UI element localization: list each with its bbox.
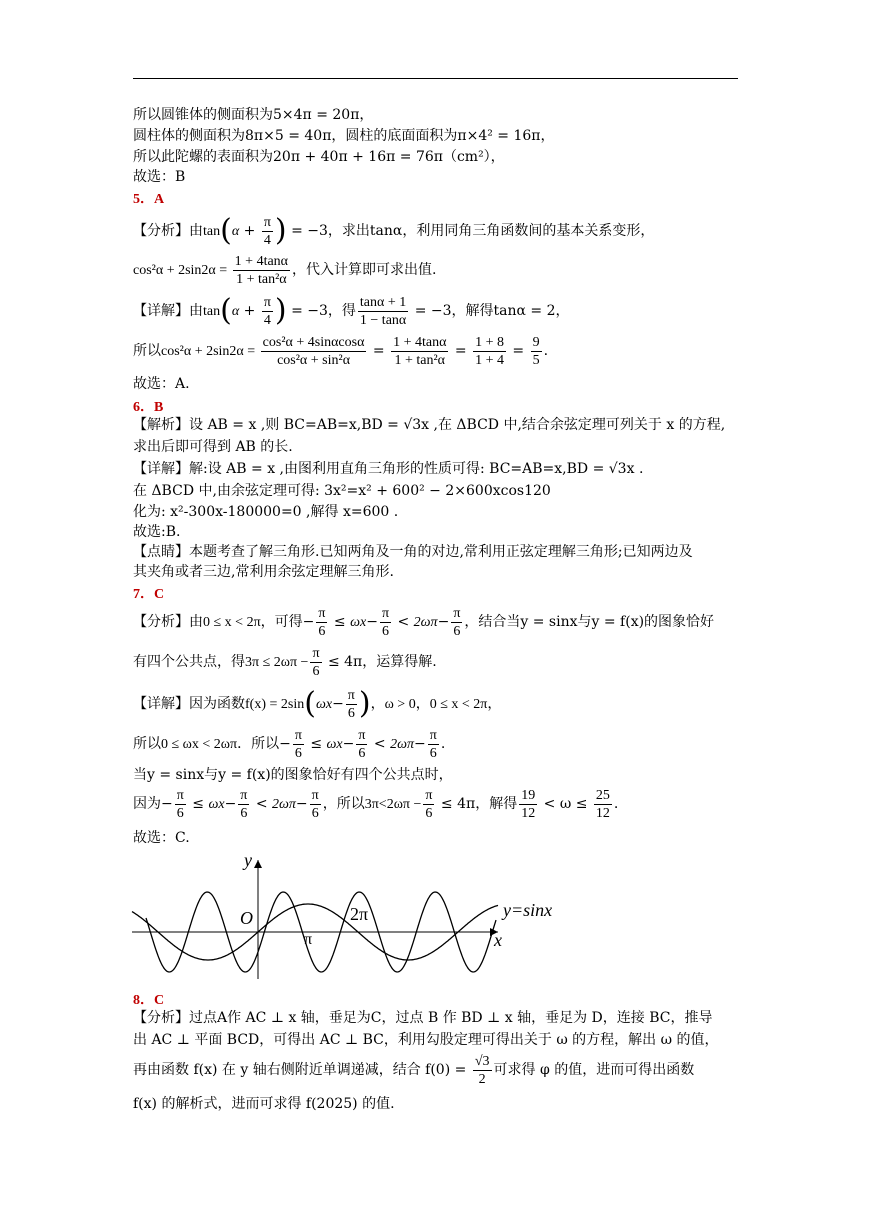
q8-line-2: 出 AC ⊥ 平面 BCD，可得出 AC ⊥ BC，利用勾股定理可得出关于 ω 的方程，解出 ω 的值，	[133, 1032, 719, 1048]
le: ≤	[305, 736, 327, 752]
q6-line-6: 故选:B.	[133, 524, 181, 540]
den: 6	[358, 745, 366, 761]
text: 由	[189, 303, 203, 319]
analysis-tag: 【分析】	[133, 223, 189, 239]
lt: <	[369, 736, 391, 752]
calc-prefix: 所以cos²α + 2sin2α =	[133, 344, 259, 359]
q7-detail-line-3: 当y = sinx与y = f(x)的图象恰好有四个公共点时，	[133, 767, 453, 783]
q6-line-5: 化为: x²-300x-180000=0 ,解得 x=600 .	[133, 504, 399, 520]
num: π	[429, 727, 437, 743]
den: 2	[478, 1071, 486, 1087]
text: 可求得 φ 的值，进而可得出函数	[493, 1062, 695, 1078]
num: 1 + 4tanα	[234, 253, 289, 269]
pi-label: π	[304, 931, 313, 948]
den: 4	[263, 232, 271, 248]
q7-detail-line-2	[133, 726, 445, 763]
q6-line-2: 求出后即可得到 AB 的长.	[133, 439, 293, 455]
paren-close: )	[358, 686, 371, 721]
pi-over-6	[310, 645, 321, 680]
den: 5	[532, 352, 540, 368]
minus: −	[224, 796, 237, 812]
q6-heading: 6．B	[133, 400, 164, 415]
num: 1 + 8	[475, 334, 504, 350]
lt: <	[251, 796, 273, 812]
num: π	[263, 294, 271, 310]
q5-formula-line	[133, 252, 436, 289]
num: 19	[521, 787, 536, 803]
den: 12	[595, 805, 610, 821]
minus: −	[332, 696, 344, 712]
intro-line-3: 所以此陀螺的表面积为20π + 40π + 16π = 76π（cm²），	[133, 149, 505, 165]
eq: =	[368, 343, 390, 359]
den: 1 − tanα	[359, 312, 407, 328]
pi-over-6	[310, 787, 321, 822]
detail-tag: 【详解】	[133, 303, 189, 319]
pi-over-6	[238, 787, 249, 822]
le: ≤	[187, 796, 209, 812]
den: 6	[381, 623, 389, 639]
den: 6	[347, 705, 355, 721]
formula-tail: ，代入计算即可求出值.	[292, 262, 437, 278]
pi-over-6	[293, 727, 304, 762]
num: tanα + 1	[359, 294, 407, 310]
period: .	[613, 796, 619, 812]
num: π	[381, 605, 390, 621]
den: 6	[453, 623, 461, 639]
intro-line-2: 圆柱体的侧面积为8π×5 = 40π，圆柱的底面面积为π×4² = 16π，	[133, 128, 555, 144]
num: π	[358, 727, 366, 743]
den: 1 + tan²α	[394, 352, 446, 368]
text: ，所以3π<2ωπ −	[322, 797, 422, 812]
omega-x: ωx	[208, 797, 225, 812]
num: π	[318, 605, 326, 621]
num: π	[294, 727, 302, 743]
lt: <	[393, 614, 414, 630]
num: 25	[595, 787, 610, 803]
period: .	[543, 343, 549, 359]
den: cos²α + sin²α	[277, 352, 351, 368]
plus: +	[239, 303, 260, 319]
num: 1 + 4tanα	[393, 334, 447, 350]
num: 9	[532, 334, 540, 350]
q6-line-1: 【解析】设 AB = x ,则 BC=AB=x,BD = √3x ,在 ΔBCD 中,结合余弦定理可列关于 x 的方程,	[133, 417, 726, 433]
q7-detail-line-1	[133, 686, 501, 723]
num: cos²α + 4sinαcosα	[262, 334, 365, 350]
omega-pi: 2ωπ	[272, 797, 296, 812]
text: ，结合当y = sinx与y = f(x)的图象恰好	[464, 614, 715, 630]
tan-frac	[358, 294, 408, 329]
pi-over-6	[175, 787, 186, 822]
num: π	[311, 787, 319, 803]
period: .	[440, 736, 446, 752]
q5-detail-line	[133, 293, 570, 330]
paren-open: (	[220, 293, 232, 328]
paren-close: )	[274, 293, 287, 328]
text: ≤ 4π，解得	[436, 796, 518, 812]
omega-x: ωx	[326, 737, 343, 752]
den: 6	[294, 745, 302, 761]
formula-frac	[233, 253, 290, 288]
eq: =	[507, 343, 529, 359]
q6-line-4: 在 ΔBCD 中,由余弦定理可得: 3x²=x² + 600² − 2×600xcos120	[133, 483, 551, 499]
num: π	[347, 687, 355, 703]
eq: =	[450, 343, 472, 359]
minus: −	[437, 614, 450, 630]
two-pi-label: 2π	[350, 904, 369, 924]
q5-answer: 故选：A.	[133, 376, 190, 392]
q7-heading: 7．C	[133, 587, 165, 602]
q7-answer: 故选：C.	[133, 830, 190, 846]
den: 1 + tan²α	[236, 271, 287, 287]
den: 12	[521, 805, 536, 821]
q7-analysis-line-1	[133, 604, 714, 641]
omega-x: ωx	[350, 615, 367, 630]
q6-line-7: 【点睛】本题考查了解三角形.已知两角及一角的对边,常利用正弦定理解三角形;已知两边及	[133, 544, 693, 560]
pi-over-6	[423, 787, 434, 822]
den: 6	[425, 805, 433, 821]
den: 6	[240, 805, 248, 821]
sqrt3-over-2	[473, 1053, 492, 1088]
num: π	[425, 787, 433, 803]
q5-calc-line	[133, 333, 548, 370]
num: √3	[474, 1053, 490, 1069]
formula-lhs: cos²α + 2sin2α =	[133, 263, 231, 278]
text: ，ω > 0，0 ≤ x < 2π，	[370, 697, 502, 712]
text: 所以0 ≤ ωx < 2ωπ．所以	[133, 737, 280, 752]
minus: −	[161, 796, 173, 812]
paren-open: (	[220, 213, 232, 248]
q8-line-1: 【分析】过点A作 AC ⊥ x 轴，垂足为C，过点 B 作 BD ⊥ x 轴，垂足为 D，连接 BC，推导	[133, 1010, 713, 1026]
calc-frac-3	[473, 334, 506, 369]
den: 6	[429, 745, 437, 761]
text: ≤ 4π，运算得解.	[323, 654, 437, 670]
q6-line-8: 其夹角或者三边,常利用余弦定理解三角形.	[133, 564, 394, 580]
q7-analysis-line-2	[133, 644, 437, 681]
sine-graph	[130, 848, 570, 980]
minus: −	[279, 736, 291, 752]
y-axis-arrow	[254, 860, 262, 868]
tan-fn: tan	[203, 304, 221, 319]
text: 再由函数 f(x) 在 y 轴右侧附近单调递减，结合 f(0) =	[133, 1062, 471, 1078]
den: 6	[318, 623, 326, 639]
num: π	[263, 214, 271, 230]
text: 因为函数f(x) = 2sin	[189, 697, 305, 712]
text: 因为	[133, 796, 161, 812]
omega-pi: 2ωπ	[413, 615, 438, 630]
q8-line-3	[133, 1052, 694, 1088]
pi-over-4	[262, 294, 273, 329]
minus: −	[414, 736, 426, 752]
alpha: α	[231, 304, 240, 319]
pi-over-6	[316, 605, 327, 640]
origin-label: O	[240, 908, 253, 928]
text: 由	[189, 223, 203, 239]
text: 有四个公共点，得3π ≤ 2ωπ −	[133, 655, 309, 670]
le: ≤	[329, 614, 351, 630]
eq: = −3	[286, 223, 328, 239]
minus: −	[366, 614, 378, 630]
q8-heading: 8．C	[133, 993, 165, 1008]
y-axis-label: y	[244, 850, 252, 870]
omega-range: < ω ≤	[539, 796, 592, 812]
omega-pi: 2ωπ	[390, 737, 414, 752]
minus: −	[295, 796, 308, 812]
omega-low	[519, 787, 537, 822]
eq: = −3	[286, 303, 328, 319]
tan-fn: tan	[203, 224, 221, 239]
text: ，求出tanα，利用同角三角函数间的基本关系变形，	[327, 223, 655, 239]
minus: −	[302, 614, 315, 630]
pi-over-6	[346, 687, 357, 722]
q5-analysis-line	[133, 213, 654, 250]
text: ，得	[327, 303, 356, 319]
text: 由0 ≤ x < 2π，可得	[189, 615, 303, 630]
num: π	[240, 787, 248, 803]
x-axis-label: x	[494, 930, 502, 950]
den: 6	[176, 805, 184, 821]
pi-over-4	[262, 214, 273, 249]
den: 4	[263, 312, 271, 328]
pi-over-6	[380, 605, 391, 640]
num: π	[453, 605, 461, 621]
plus: +	[239, 223, 260, 239]
detail-tag: 【详解】	[133, 696, 189, 712]
curve-label: y=sinx	[503, 900, 553, 920]
paren-open: (	[304, 686, 316, 721]
pi-over-6	[428, 727, 439, 762]
q5-heading: 5．A	[133, 192, 165, 207]
pi-over-6	[356, 727, 367, 762]
paren-close: )	[274, 213, 287, 248]
alpha: α	[231, 224, 240, 239]
intro-line-1: 所以圆锥体的侧面积为5×4π = 20π，	[133, 107, 374, 123]
header-rule	[133, 78, 738, 79]
q7-detail-line-4	[133, 786, 618, 823]
den: 6	[312, 663, 320, 679]
num: π	[176, 787, 184, 803]
den: 6	[311, 805, 319, 821]
den: 1 + 4	[475, 352, 504, 368]
analysis-tag: 【分析】	[133, 614, 189, 630]
omega-high	[594, 787, 612, 822]
text: = −3，解得tanα = 2，	[410, 303, 570, 319]
q6-line-3: 【详解】解:设 AB = x ,由图利用直角三角形的性质可得: BC=AB=x,BD = √3x .	[133, 461, 644, 477]
intro-line-4: 故选：B	[133, 169, 186, 185]
minus: −	[342, 736, 355, 752]
q8-line-4: f(x) 的解析式，进而可求得 f(2025) 的值.	[133, 1096, 395, 1112]
omega-x: ωx	[315, 697, 333, 712]
calc-frac-4	[531, 334, 542, 369]
num: π	[312, 645, 320, 661]
calc-frac-1	[261, 334, 367, 369]
pi-over-6	[451, 605, 462, 640]
calc-frac-2	[391, 334, 448, 369]
